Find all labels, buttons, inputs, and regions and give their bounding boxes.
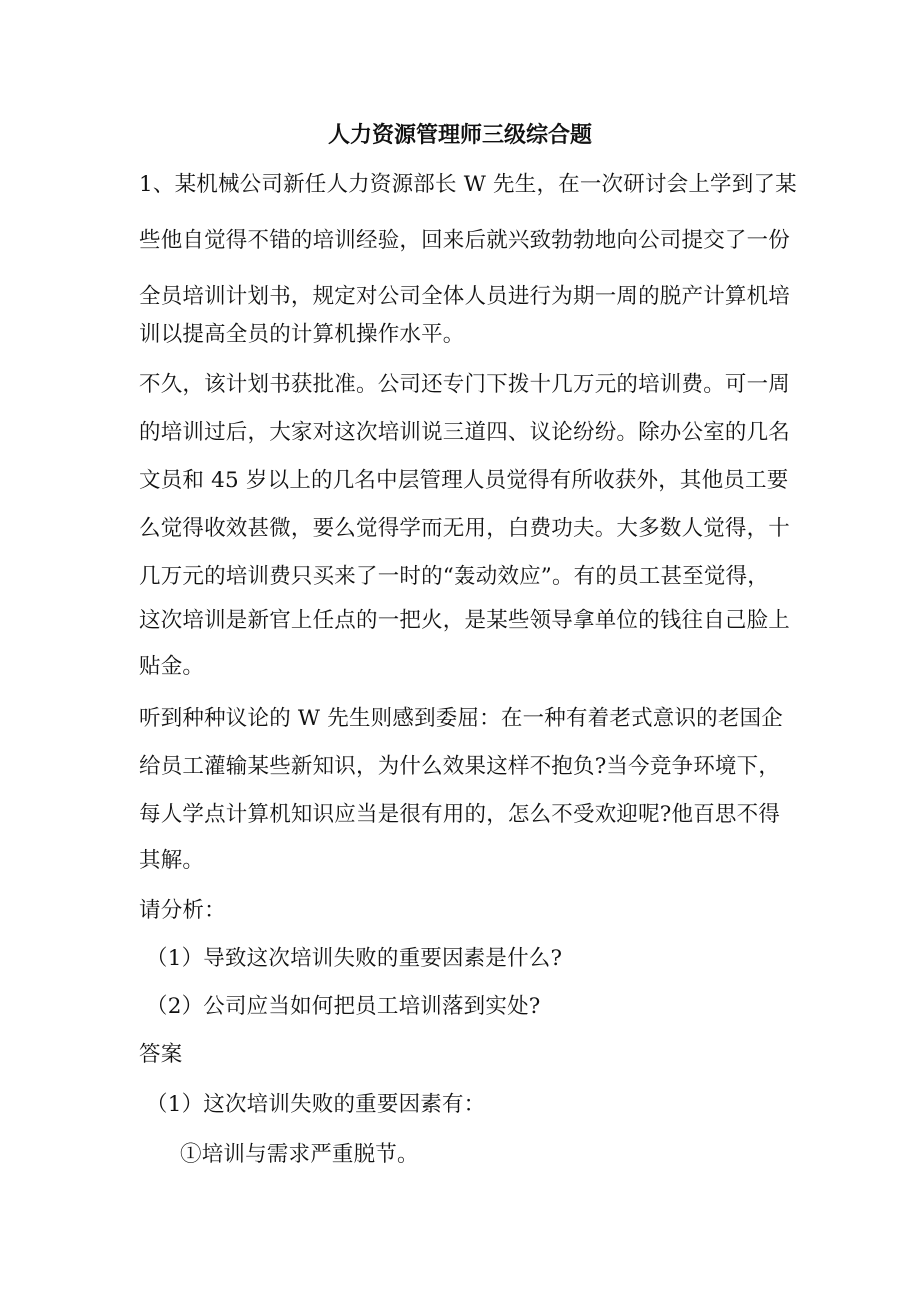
question-line-1: 1、某机械公司新任人力资源部长 W 先生，在一次研讨会上学到了某 (139, 172, 797, 197)
paragraph-2-line-2: 的培训过后，大家对这次培训说三道四、议论纷纷。除办公室的几名 (139, 420, 791, 445)
question-line-2: 些他自觉得不错的培训经验，回来后就兴致勃勃地向公司提交了一份 (139, 228, 791, 253)
paragraph-2-line-1: 不久，该计划书获批准。公司还专门下拨十几万元的培训费。可一周 (139, 372, 791, 397)
paragraph-2-line-7: 贴金。 (139, 654, 205, 679)
paragraph-2-line-3: 文员和 45 岁以上的几名中层管理人员觉得有所收获外，其他员工要 (139, 468, 789, 493)
paragraph-3-line-1: 听到种种议论的 W 先生则感到委屈：在一种有着老式意识的老国企 (139, 706, 783, 731)
question-line-3: 全员培训计划书，规定对公司全体人员进行为期一周的脱产计算机培 (139, 284, 791, 309)
paragraph-3-line-3: 每人学点计算机知识应当是很有用的，怎么不受欢迎呢?他百思不得 (139, 802, 781, 827)
answer-heading: 答案 (139, 1042, 183, 1067)
document-title: 人力资源管理师三级综合题 (327, 122, 592, 148)
paragraph-3-line-2: 给员工灌输某些新知识，为什么效果这样不抱负?当今竞争环境下， (139, 754, 781, 779)
question-line-4: 训以提高全员的计算机操作水平。 (139, 322, 465, 347)
question-item-1: （1）导致这次培训失败的重要因素是什么? (146, 946, 563, 971)
answer-subitem-1: ①培训与需求严重脱节。 (180, 1142, 419, 1167)
paragraph-3-line-4: 其解。 (139, 848, 205, 873)
analysis-prompt: 请分析： (139, 898, 226, 923)
paragraph-2-line-4: 么觉得收效甚微，要么觉得学而无用，白费功夫。大多数人觉得，十 (139, 516, 791, 541)
paragraph-2-line-5: 几万元的培训费只买来了一时的“轰动效应”。有的员工甚至觉得， (139, 564, 769, 589)
question-item-2: （2）公司应当如何把员工培训落到实处? (146, 994, 541, 1019)
answer-item-1: （1）这次培训失败的重要因素有： (146, 1092, 486, 1117)
paragraph-2-line-6: 这次培训是新官上任点的一把火，是某些领导拿单位的钱往自己脸上 (139, 608, 791, 633)
